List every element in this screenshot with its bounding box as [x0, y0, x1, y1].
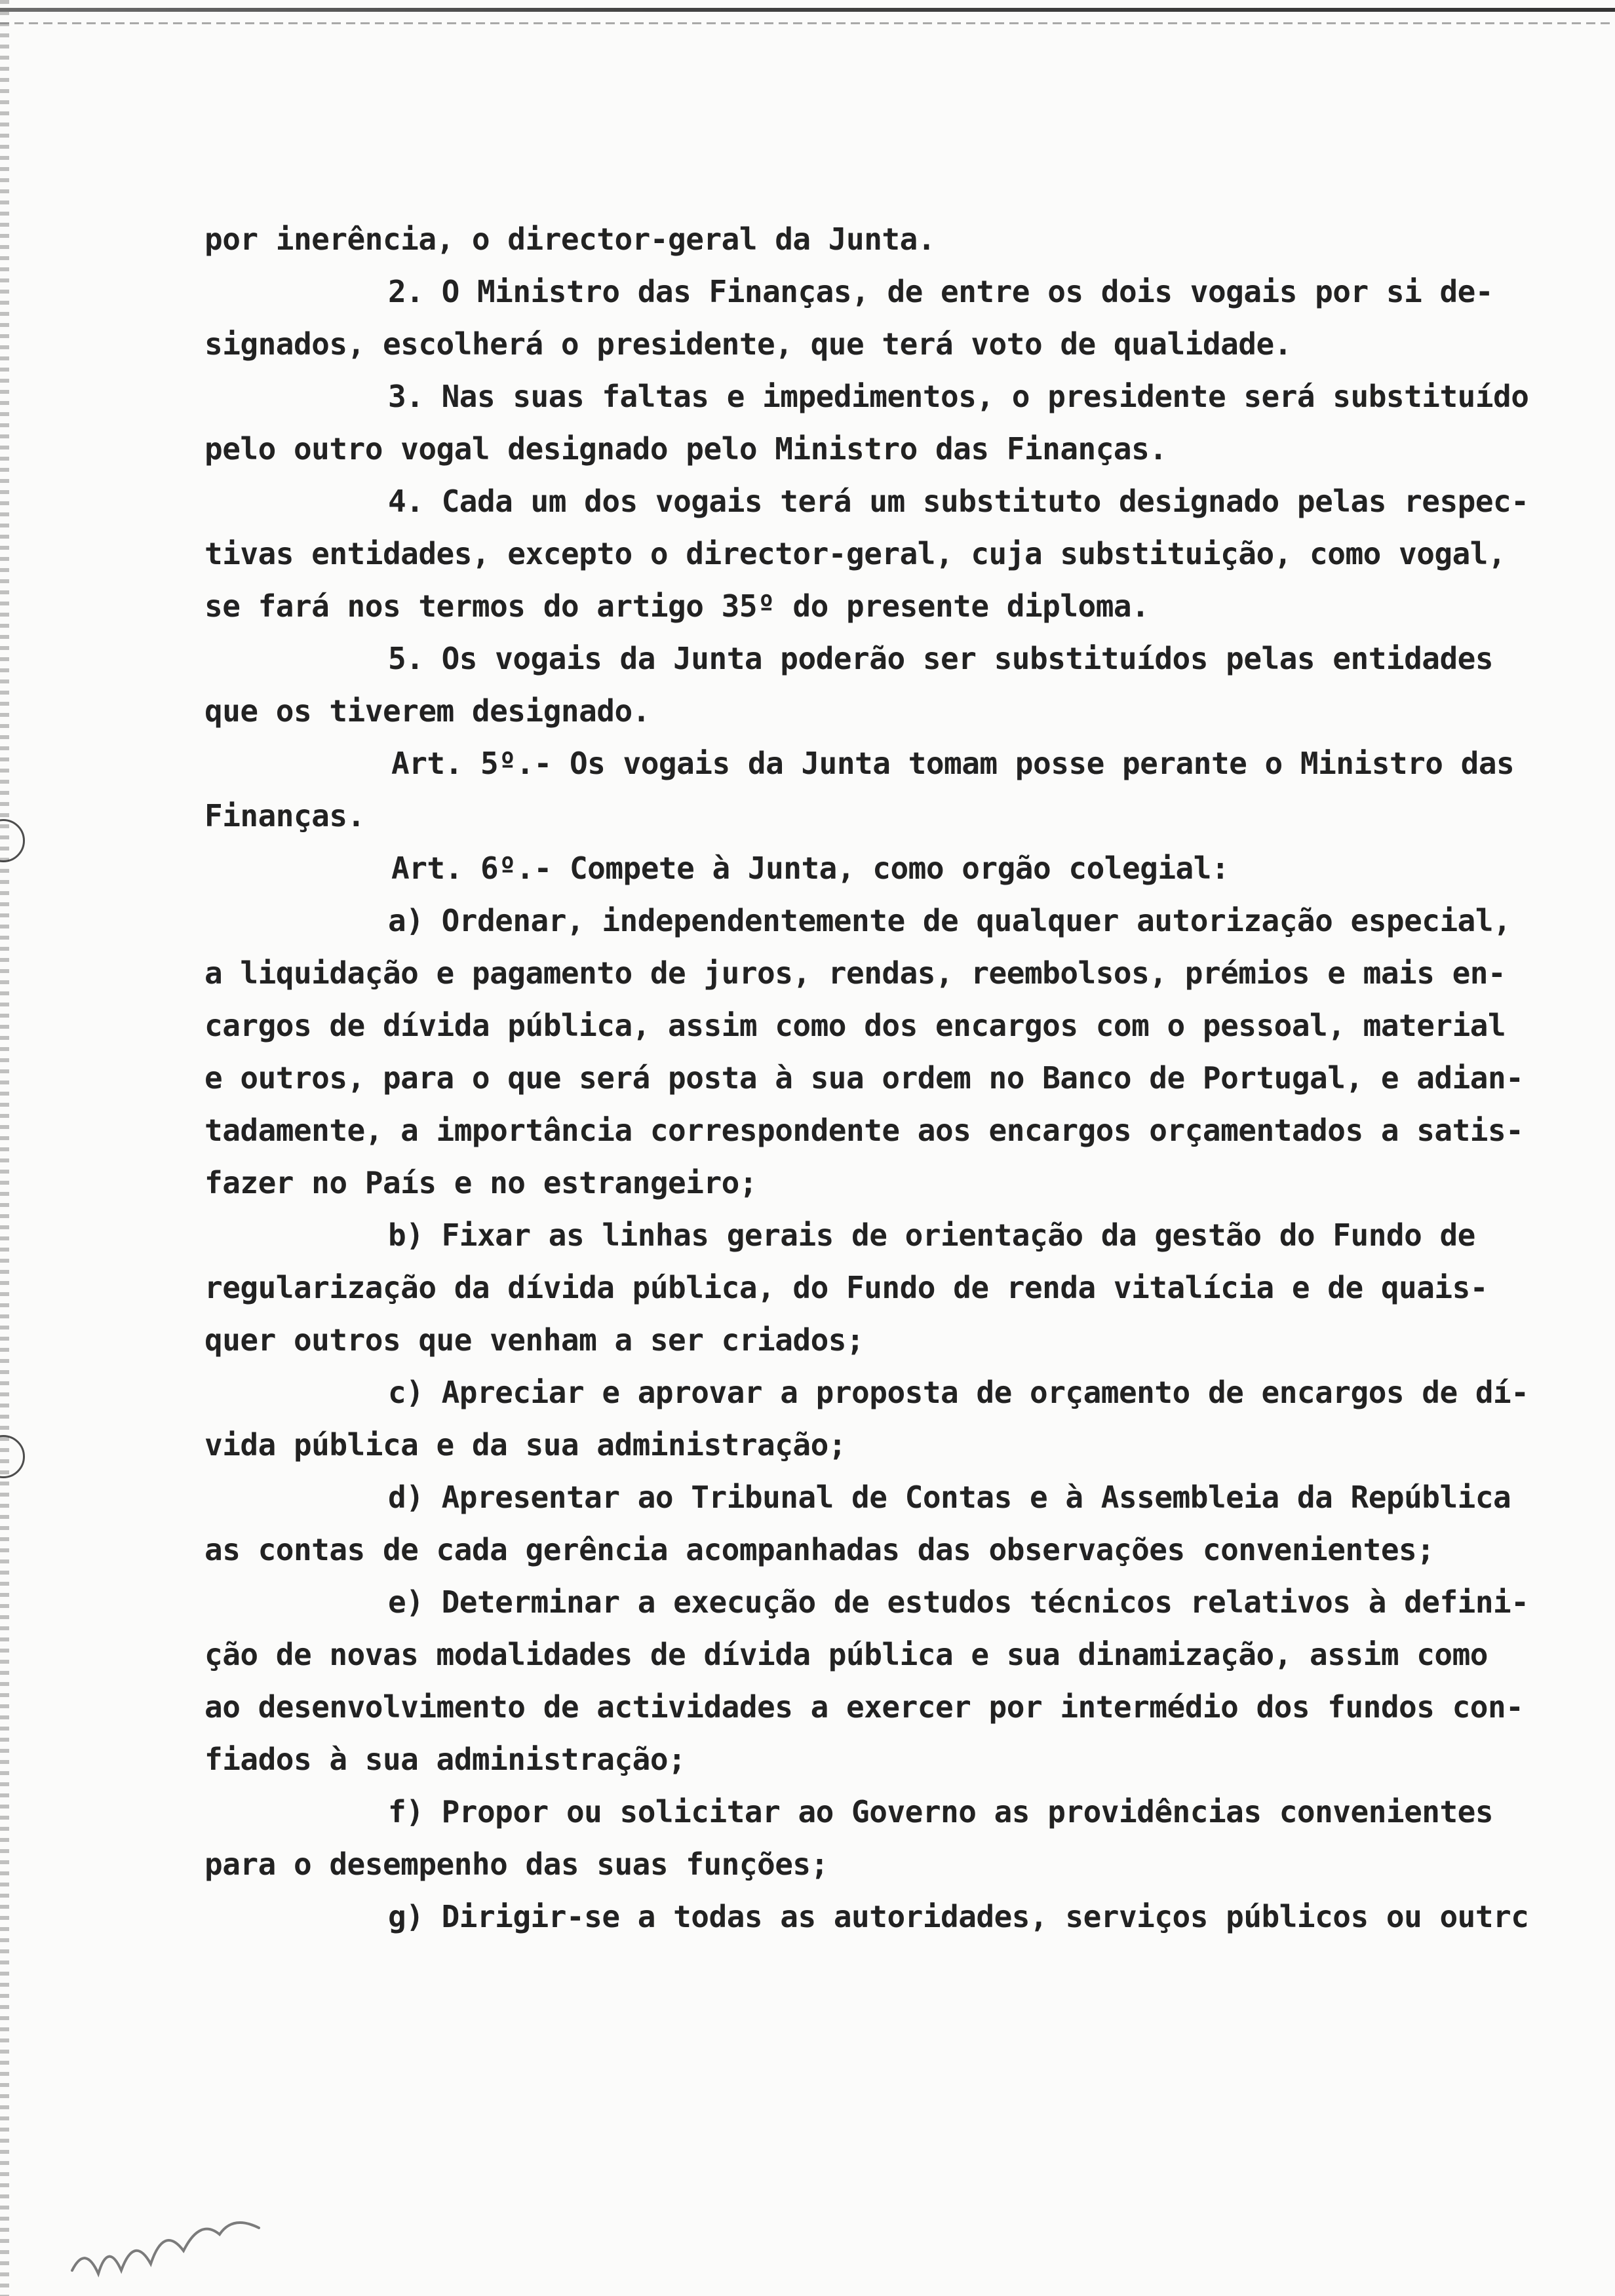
text-line: vida pública e da sua administração;	[204, 1427, 846, 1463]
document-body	[204, 213, 1555, 1943]
text-line: cargos de dívida pública, assim como dos encargos com o pessoal, material	[204, 1008, 1506, 1043]
item-b: b) Fixar as linhas gerais de orientação da gestão do Fundo de	[388, 1217, 1475, 1253]
item-e: e) Determinar a execução de estudos técnicos relativos à defini-	[388, 1584, 1529, 1620]
text-line: para o desempenho das suas funções;	[204, 1846, 828, 1882]
text-line: fiados à sua administração;	[204, 1742, 686, 1777]
article-5: Art. 5º.- Os vogais da Junta tomam posse perante o Ministro das	[391, 746, 1515, 781]
handwritten-mark-icon	[66, 2208, 380, 2287]
item-d: d) Apresentar ao Tribunal de Contas e à Assembleia da República	[388, 1480, 1511, 1515]
punch-hole-mark	[0, 819, 25, 862]
paragraph-5: 5. Os vogais da Junta poderão ser substituídos pelas entidades	[388, 641, 1494, 676]
item-f: f) Propor ou solicitar ao Governo as providências convenientes	[388, 1794, 1494, 1829]
article-6: Art. 6º.- Compete à Junta, como orgão colegial:	[391, 851, 1230, 886]
text-line: ção de novas modalidades de dívida pública e sua dinamização, assim como	[204, 1637, 1488, 1672]
text-line: tivas entidades, excepto o director-geral, cuja substituição, como vogal,	[204, 536, 1506, 571]
text-line: Finanças.	[204, 798, 365, 833]
left-scan-edge	[0, 0, 9, 2296]
paragraph-3: 3. Nas suas faltas e impedimentos, o presidente será substituído	[388, 379, 1529, 414]
text-line: por inerência, o director-geral da Junta.	[204, 221, 935, 257]
text-line: fazer no País e no estrangeiro;	[204, 1165, 758, 1200]
top-border-line	[0, 8, 1615, 12]
text-line: pelo outro vogal designado pelo Ministro das Finanças.	[204, 431, 1167, 467]
punch-hole-mark	[0, 1435, 25, 1478]
text-line: as contas de cada gerência acompanhadas das observações convenientes;	[204, 1532, 1435, 1567]
item-a: a) Ordenar, independentemente de qualquer autorização especial,	[388, 903, 1511, 938]
text-line: e outros, para o que será posta à sua ordem no Banco de Portugal, e adian-	[204, 1060, 1524, 1096]
text-line: ao desenvolvimento de actividades a exercer por intermédio dos fundos con-	[204, 1689, 1524, 1725]
paragraph-2: 2. O Ministro das Finanças, de entre os dois vogais por si de-	[388, 274, 1494, 309]
text-line: signados, escolherá o presidente, que terá voto de qualidade.	[204, 326, 1292, 362]
text-line: a liquidação e pagamento de juros, rendas, reembolsos, prémios e mais en-	[204, 955, 1506, 991]
top-dashed-line	[0, 22, 1615, 24]
item-c: c) Apreciar e aprovar a proposta de orçamento de encargos de dí-	[388, 1375, 1529, 1410]
text-line: se fará nos termos do artigo 35º do presente diploma.	[204, 588, 1150, 624]
text-line: tadamente, a importância correspondente aos encargos orçamentados a satis-	[204, 1113, 1524, 1148]
item-g: g) Dirigir-se a todas as autoridades, serviços públicos ou outrc	[388, 1899, 1529, 1934]
text-line: regularização da dívida pública, do Fundo de renda vitalícia e de quais-	[204, 1270, 1488, 1305]
text-line: quer outros que venham a ser criados;	[204, 1322, 865, 1358]
text-line: que os tiverem designado.	[204, 693, 650, 729]
paragraph-4: 4. Cada um dos vogais terá um substituto designado pelas respec-	[388, 484, 1529, 519]
